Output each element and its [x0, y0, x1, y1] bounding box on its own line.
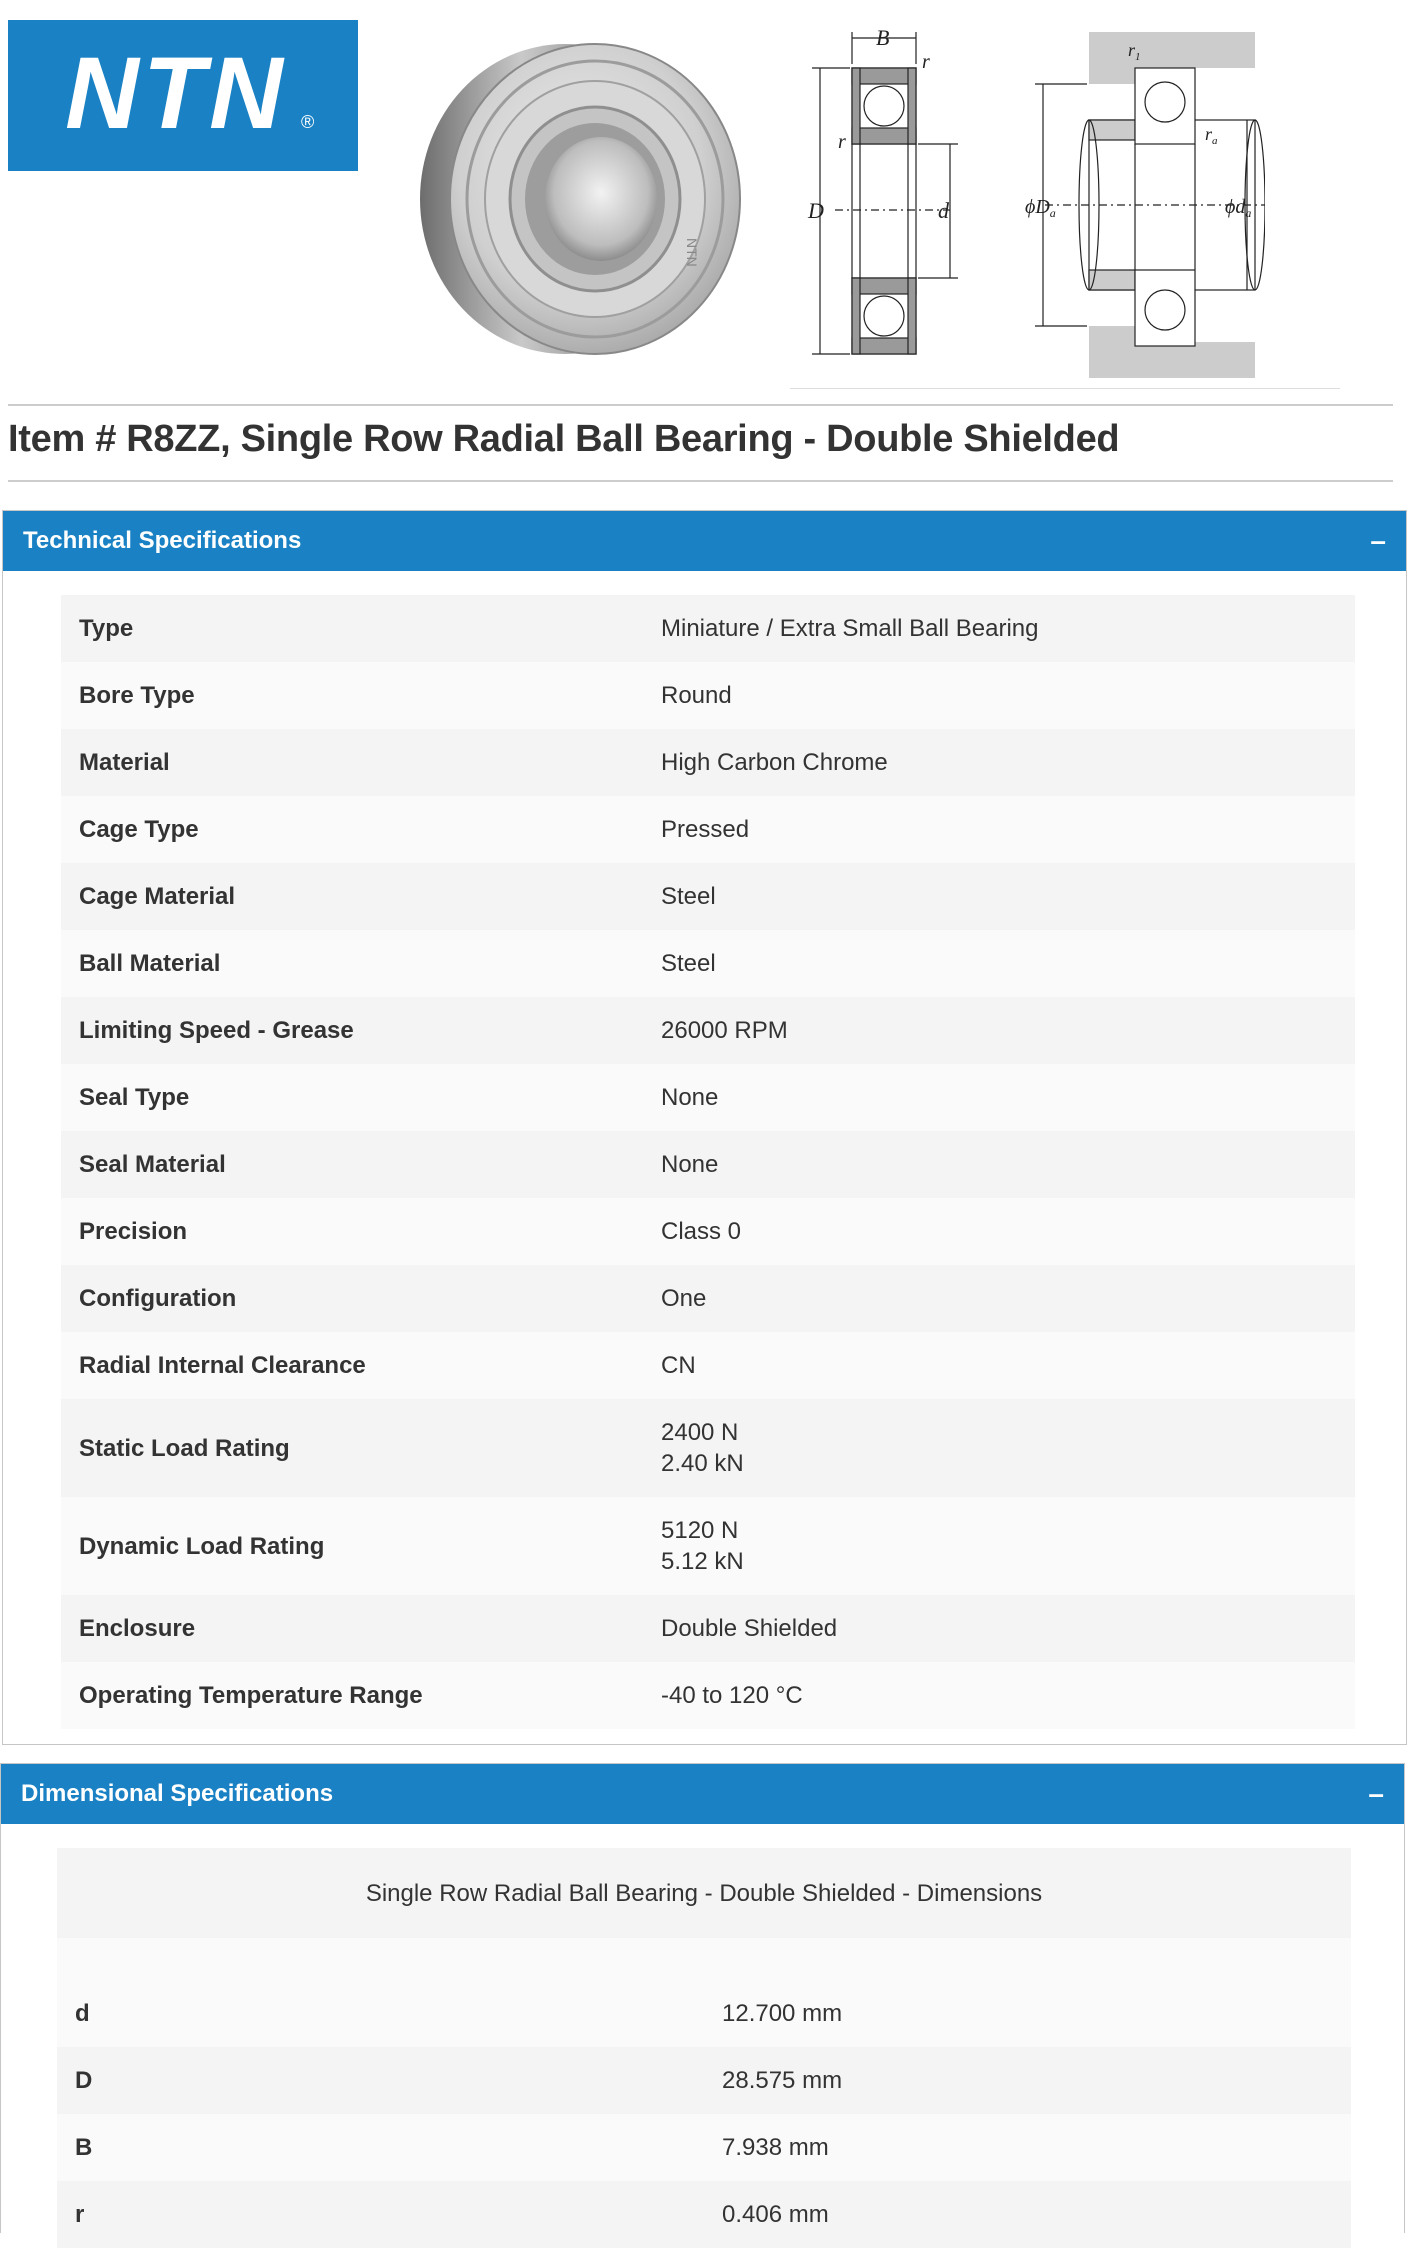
table-row	[61, 1332, 1355, 1399]
spec-value	[704, 2047, 1351, 2114]
diagram-label-r-top: r	[922, 51, 930, 73]
table-row	[61, 662, 1355, 729]
spec-label: Static Load Rating	[79, 1434, 290, 1462]
table-row	[61, 595, 1355, 662]
spec-value	[704, 2181, 1351, 2248]
spec-value-primary: None	[661, 1084, 719, 1111]
spec-value	[643, 1265, 1355, 1332]
technical-specifications-panel	[2, 510, 1407, 1745]
spec-value	[643, 1064, 1355, 1131]
spacer-cell	[57, 1938, 1351, 1980]
diagram-divider	[790, 388, 1340, 389]
table-row	[61, 930, 1355, 997]
page-title: Item # R8ZZ, Single Row Radial Ball Bearing - Double Shielded	[8, 418, 1120, 460]
table-row	[57, 2181, 1351, 2248]
spec-label: Radial Internal Clearance	[79, 1352, 366, 1379]
dimensions-caption-row	[57, 1848, 1351, 1938]
spec-label: Ball Material	[79, 950, 221, 977]
table-row	[57, 1980, 1351, 2047]
table-row	[61, 796, 1355, 863]
spec-value	[643, 595, 1355, 662]
table-row	[61, 863, 1355, 930]
table-row	[61, 1595, 1355, 1662]
spec-value	[643, 1399, 1355, 1497]
spec-value-primary: Class 0	[661, 1218, 742, 1245]
spec-value-primary: 12.700 mm	[722, 2000, 843, 2027]
collapse-icon[interactable]: –	[1370, 525, 1386, 556]
spec-value-primary: 2400 N	[661, 1419, 739, 1446]
technical-specifications-title: Technical Specifications	[23, 527, 302, 554]
spec-value-primary: 26000 RPM	[661, 1017, 788, 1044]
spec-label: Seal Type	[79, 1084, 190, 1111]
spec-value	[643, 1131, 1355, 1198]
spec-label: Configuration	[79, 1285, 237, 1312]
diagram-label-B: B	[876, 25, 890, 50]
svg-text:NTN: NTN	[684, 238, 700, 267]
spec-value	[643, 1332, 1355, 1399]
diagram-label-ra: $r_a$	[1205, 124, 1218, 147]
spec-value-primary: 5120 N	[661, 1517, 739, 1544]
spec-label: Dynamic Load Rating	[79, 1532, 325, 1560]
title-divider-bottom	[8, 480, 1393, 482]
spec-label: Seal Material	[79, 1151, 226, 1178]
diagram-label-Da: $\phi D_a$	[1025, 196, 1056, 220]
spec-value	[704, 2114, 1351, 2181]
table-row	[61, 1064, 1355, 1131]
spec-value	[643, 796, 1355, 863]
technical-specifications-table	[61, 595, 1355, 1729]
spec-label: Bore Type	[79, 682, 195, 709]
spec-label: Cage Material	[79, 883, 236, 910]
svg-text:NTN: NTN	[65, 36, 287, 150]
bearing-mounting-diagram	[1025, 20, 1265, 385]
spec-value-primary: 0.406 mm	[722, 2201, 829, 2228]
spec-label: Operating Temperature Range	[79, 1682, 423, 1709]
spec-value-secondary: 5.12 kN	[661, 1548, 744, 1575]
spec-value-primary: Pressed	[661, 816, 750, 843]
spec-label: d	[75, 2000, 90, 2027]
spec-value-primary: One	[661, 1285, 707, 1312]
spec-label: Type	[79, 615, 134, 642]
spec-label: Cage Type	[79, 816, 199, 843]
spec-value-primary: Round	[661, 682, 732, 709]
spec-value-primary: CN	[661, 1352, 696, 1379]
spec-value-primary: Steel	[661, 950, 716, 977]
table-row	[61, 1662, 1355, 1729]
spec-label: D	[75, 2067, 93, 2094]
spec-label: Precision	[79, 1218, 188, 1245]
spec-value	[643, 997, 1355, 1064]
dimensions-spacer-row	[57, 1938, 1351, 1980]
spec-value-primary: Double Shielded	[661, 1615, 838, 1642]
diagram-label-r-side: r	[838, 131, 846, 153]
table-row	[57, 2114, 1351, 2181]
spec-label: B	[75, 2134, 93, 2161]
spec-label: Limiting Speed - Grease	[79, 1017, 354, 1044]
dimensional-specifications-header[interactable]	[1, 1764, 1404, 1824]
bearing-product-image	[415, 38, 750, 360]
spec-value-primary: High Carbon Chrome	[661, 749, 888, 776]
dimensional-specifications-panel	[0, 1763, 1405, 2233]
bearing-cross-section-diagram	[800, 20, 970, 360]
spec-value-primary: Miniature / Extra Small Ball Bearing	[661, 615, 1039, 642]
spec-value	[643, 930, 1355, 997]
spec-label: Material	[79, 749, 170, 776]
diagram-label-D: D	[808, 198, 824, 223]
diagram-label-r1: $r_1$	[1128, 40, 1141, 63]
table-row	[57, 2047, 1351, 2114]
spec-value	[643, 729, 1355, 796]
technical-specifications-header[interactable]	[3, 511, 1406, 571]
table-row	[61, 1399, 1355, 1497]
dimensional-specifications-title: Dimensional Specifications	[21, 1780, 334, 1807]
table-row	[61, 1131, 1355, 1198]
spec-value	[643, 1497, 1355, 1595]
ntn-logo-mark	[8, 20, 358, 171]
spec-value	[704, 1980, 1351, 2047]
table-row	[61, 1497, 1355, 1595]
diagram-label-da: $\phi d_a$	[1225, 196, 1252, 220]
dimensional-specifications-table	[57, 1848, 1351, 2248]
collapse-icon[interactable]: –	[1368, 1778, 1384, 1809]
spec-value-primary: 7.938 mm	[722, 2134, 829, 2161]
spec-label: Enclosure	[79, 1615, 196, 1642]
spec-value	[643, 1662, 1355, 1729]
spec-value	[643, 1595, 1355, 1662]
table-row	[61, 729, 1355, 796]
spec-value	[643, 662, 1355, 729]
table-row	[61, 997, 1355, 1064]
svg-text:®: ®	[301, 112, 315, 132]
table-row	[61, 1265, 1355, 1332]
spec-value	[643, 863, 1355, 930]
spec-label: r	[75, 2201, 85, 2228]
diagram-label-d: d	[938, 198, 949, 223]
spec-value-primary: 28.575 mm	[722, 2067, 843, 2094]
dimensions-caption: Single Row Radial Ball Bearing - Double Shielded - Dimensions	[365, 1879, 1043, 1907]
spec-value	[643, 1198, 1355, 1265]
spec-value-primary: Steel	[661, 883, 716, 910]
spec-value-secondary: 2.40 kN	[661, 1450, 744, 1477]
table-row	[61, 1198, 1355, 1265]
spec-value-primary: -40 to 120 °C	[661, 1682, 803, 1709]
title-divider-top	[8, 404, 1393, 406]
spec-value-primary: None	[661, 1151, 719, 1178]
brand-logo[interactable]	[8, 20, 358, 171]
